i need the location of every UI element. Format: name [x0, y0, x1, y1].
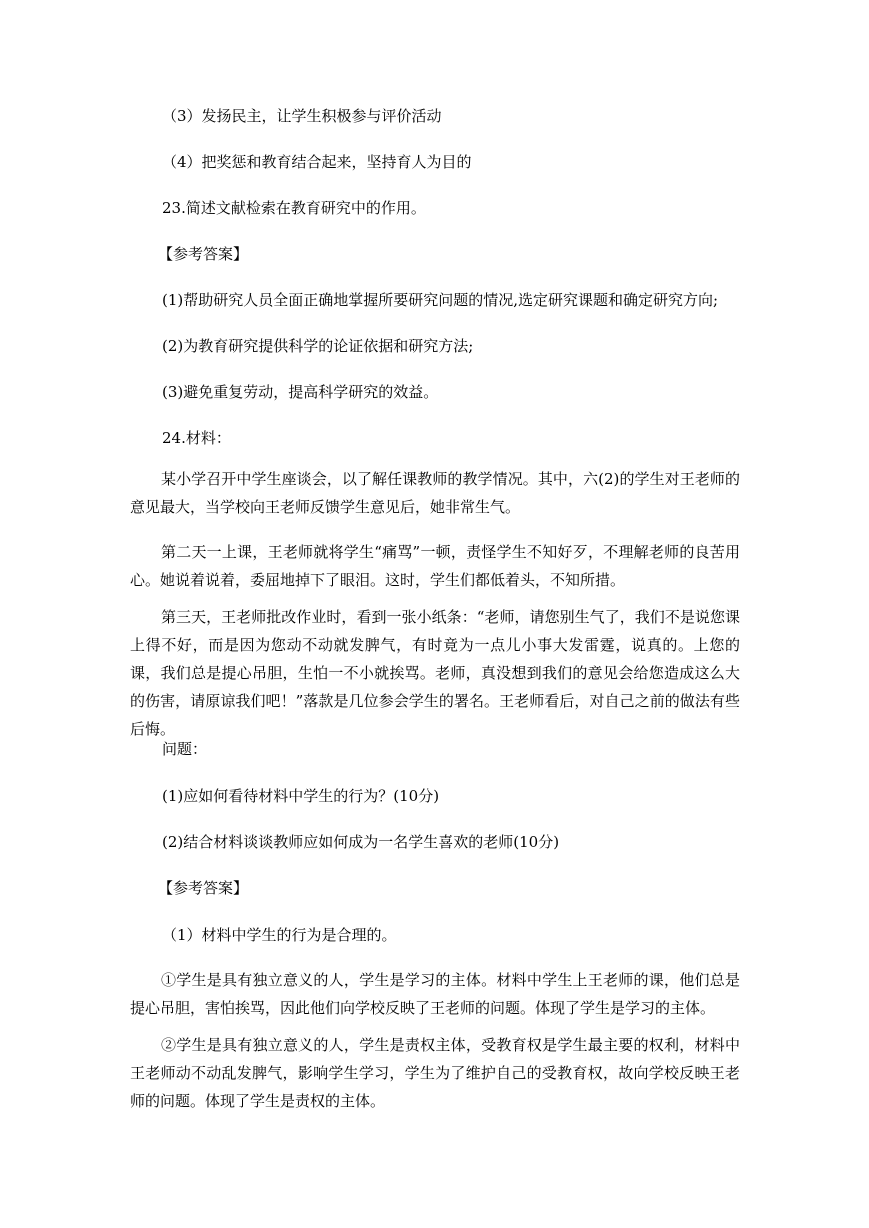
material-paragraph-3: 第三天，王老师批改作业时，看到一张小纸条：“老师，请您别生气了，我们不是说您课上得不好，而是因为您动不动就发脾气，有时竟为一点儿小事大发雷霆，说真的。上您的课，我们总是提心吊胆，生怕一不小就挨骂。老师，真没想到我们的意见会给您造成这么大的伤害，请原谅我们吧！”落款是几位参会学生的署名。王老师看后，对自己之前的做法有些后悔。 [130, 608, 740, 738]
question-23: 23.简述文献检索在教育研究中的作用。 [162, 199, 426, 217]
reference-answer-heading-2: 【参考答案】 [158, 879, 249, 897]
answer-item-3: （3）发扬民主，让学生积极参与评价活动 [162, 107, 442, 125]
answer-item-4: （4）把奖惩和教育结合起来，坚持育人为目的 [162, 153, 472, 171]
answer-24-part-1: （1）材料中学生的行为是合理的。 [162, 926, 397, 944]
answer-23-item-1: (1)帮助研究人员全面正确地掌握所要研究问题的情况,选定研究课题和确定研究方向; [162, 291, 719, 309]
answer-23-item-2: (2)为教育研究提供科学的论证依据和研究方法; [162, 337, 474, 355]
material-paragraph-2: 第二天一上课，王老师就将学生“痛骂”一顿，责怪学生不知好歹，不理解老师的良苦用心。她说着说着，委屈地掉下了眼泪。这时，学生们都低着头，不知所措。 [130, 543, 740, 589]
questions-label: 问题： [162, 740, 208, 758]
question-24-part-1: (1)应如何看待材料中学生的行为？(10分) [162, 787, 440, 805]
material-paragraph-1: 某小学召开中学生座谈会，以了解任课教师的教学情况。其中，六(2)的学生对王老师的意见最大，当学校向王老师反馈学生意见后，她非常生气。 [130, 470, 740, 516]
reference-answer-heading: 【参考答案】 [158, 245, 249, 263]
answer-24-point-2: ②学生是具有独立意义的人，学生是责权主体，受教育权是学生最主要的权利，材料中王老师动不动乱发脾气，影响学生学习，学生为了维护自己的受教育权，故向学校反映王老师的问题。体现了学生是责权的主体。 [130, 1036, 740, 1110]
question-24-part-2: (2)结合材料谈谈教师应如何成为一名学生喜欢的老师(10分) [162, 833, 560, 851]
question-24: 24.材料： [162, 429, 231, 447]
answer-23-item-3: (3)避免重复劳动，提高科学研究的效益。 [162, 383, 439, 401]
answer-24-point-1: ①学生是具有独立意义的人，学生是学习的主体。材料中学生上王老师的课，他们总是提心吊胆，害怕挨骂，因此他们向学校反映了王老师的问题。体现了学生是学习的主体。 [130, 971, 740, 1017]
